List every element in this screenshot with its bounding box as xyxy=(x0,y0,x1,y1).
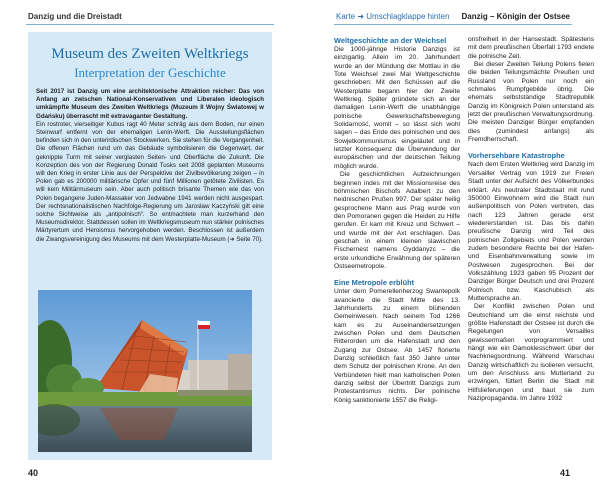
paragraph: Die 1000-jährige Historie Danzigs ist einzigartig. Allein im 20. Jahrhundert wurde an der Mündung der Mottlau in die Tote Weichsel zwei Mal Weltgeschichte geschrieben: Mit den Schüssen auf die Westerplatte begann hier der Zweite Weltkrieg. Später gründete sich an der damaligen Lenin-Werft die unabhängige polnische Gewerkschaftsbewegung Solidarność, womit – so lässt sich wohl sagen – das Ende des polnischen und des Sowjetkommunismus eingeläutet und in letzter Konsequenz die Überwindung der europäischen und der deutschen Teilung möglich wurde. xyxy=(334,46,460,170)
running-head xyxy=(336,12,570,21)
text-column-1 xyxy=(334,36,460,405)
section-title: Danzig – Königin der Ostsee xyxy=(461,12,570,21)
paragraph: Bei dieser Zweiten Teilung Polens fielen die beiden Teilungsmächte Preußen und Russland von Polen nur noch ein schmales Rumpfgebilde übrig. Die ehemals selbstständige Stadtrepublik Danzig im Königreich Polen unterstand als jetzt der preußischen Verwaltungsordnung. Die meisten Danziger Bürger empfanden dies (zumindest anfangs) als Fremdherrschaft. xyxy=(468,61,594,144)
running-head: Danzig und die Dreistadt xyxy=(28,12,122,21)
text-column-2 xyxy=(468,36,594,403)
section-heading: Vorhersehbare Katastrophe xyxy=(468,151,565,161)
paragraph: Nach dem Ersten Weltkrieg wird Danzig im Versailler Vertrag von 1919 zur Freien Stadt unter der Aufsicht des Völkerbundes erklärt. Als neutraler Stadtstaat mit rund 350000 Einwohnern wird die Stadt nun außenpolitisch von Polen vertreten, das nach 123 Jahren gerade erst wiedererstanden ist. Das bis dahin preußische Danzig wird Teil des polnischen Zollgebiets und Polen werden zudem besondere Rechte bei der Hafen- und Eisenbahnverwaltung sowie im Postwesen zugesprochen. Bei der Volkszählung 1923 gaben 95 Prozent der Danziger Bürger Deutsch und drei Prozent Polnisch bzw. Kaschubisch als Muttersprache an. xyxy=(468,161,594,302)
box-text xyxy=(36,88,264,244)
box-lead: Seit 2017 ist Danzig um eine architektonische Attraktion reicher: Das von Anfang an zwischen National-Konservativen und Liberalen ideologisch umkämpfte Museum des Zweiten Weltkriegs (Muzeum II Wojny Światowej w Gdańsku) überrascht mit extravaganter Gestaltung. xyxy=(36,88,264,120)
header-rule xyxy=(334,24,572,25)
header-rule xyxy=(26,24,274,25)
box-subtitle: Interpretation der Geschichte xyxy=(74,65,226,80)
museum-photo-illustration xyxy=(38,290,252,452)
box-body: Ein rostroter, vierseitiger Kubus ragt 40 Meter schräg aus dem Boden, nur einen Steinwurf entfernt von der ehemaligen Lenin-Werft. Die Ausstellungsflächen befinden sich in den unterirdischen Stockwerken. Sie stehen für die Vergangenheit. Die offenen Flächen rund um das Gebäude symbolisieren die Gegenwart, der geknippte Turm mit seiner verglasten Seiten- und Oberfläche die Zukunft. Die Konzeption des von der Regierung Donald Tusks seit 2008 geplanten Museums will den Krieg in erster Linie aus der Perspektive der Zivilbevölkerung zeigen – in Polen gab es 200000 militärische Opfer und fünf Millionen getötete Zivilisten. Es will kein Militärmuseum sein. Aber auch politisch brisante Themen wie das von Polen begangene Juden-Massaker von Jedwabne 1941 werden nicht ausgespart. Der rechtsnationalistischen Nachfolge-Regierung um Jarosław Kaczyński gilt eine solche Sichtweise als „antipolnisch“. So entmachtete man kurzerhand den Museumsdirektor. Stattdessen sollen im Weltkriegsmuseum nun stärker polnisches Märtyrertum und Heroismus hervorgehoben werden. Beschlossen ist außerdem die Zwangsvereinigung des Museums mit dem Westerplatte-Museum (➜ Seite 70). xyxy=(36,120,264,243)
paragraph: onsfreiheit in der Hansestadt. Spätestens mit dem preußischen Überfall 1793 endete die polnische Zeit. xyxy=(468,36,594,60)
page-number: 40 xyxy=(28,468,39,478)
paragraph: Unter dem Pomerellenherzog Swantepolk avancierte die Stadt Mitte des 13. Jahrhunderts zu einem blühenden Gemeinwesen. Nach seinem Tod 1266 kam es zu Auseinandersetzungen zwischen Polen und dem Deutschen Ritterorden um die Hafenstadt und den Zugang zur Ostsee. Ab 1457 florierte Danzig schließlich fast 350 Jahre unter dem Schutz der polnischen Krone. An den Verbündeten hielt man katholischen Polen danzig selbst der Übertritt Danzigs zum Protestantismus nichts. Der polnische König sanktionierte 1557 die Religi- xyxy=(334,288,460,404)
museum-building-photo xyxy=(38,290,252,452)
paragraph: Die geschichtlichen Aufzeichnungen beginnen indes mit der Missionsreise des böhmischen Bischofs Adalbert zu den heidnischen Prußen 997. Der später heilig gesprochene Mann aus Prag wurde von den Pomoranen gegen die Heiden zu Hilfe gerufen. Er kam mit Kreuz und Schwert – und wurde mit der Axt erschlagen. Das geschah in einem kleinen slawischen Fischernest namens Gyddanyzc – die erste urkundliche Erwähnung der späteren Ostseemetropole. xyxy=(334,171,460,270)
right-page xyxy=(300,0,600,488)
map-cross-reference[interactable]: Karte ➜ Umschlagklappe hinten xyxy=(336,12,450,21)
paragraph: Der Konflikt zwischen Polen und Deutschland um die einst reichste und größte Hafenstadt der Ostsee ist durch die Regelungen von Versailles gewissermaßen vorprogrammiert und hängt wie ein Damoklesschwert über der Nachkriegsordnung. Während Warschau Danzig wirtschaftlich zu isolieren versucht, um den Anschluss ans Mutterland zu erzwingen, füttert Berlin die Stadt mit Hilfslieferungen und baut sie zum Nazipropaganda. Im Jahre 1932 xyxy=(468,303,594,403)
section-heading: Weltgeschichte an der Weichsel xyxy=(334,36,447,45)
section-heading: Eine Metropole erblüht xyxy=(334,278,415,288)
page-number: 41 xyxy=(559,468,570,478)
box-title: Museum des Zweiten Weltkriegs xyxy=(51,46,249,62)
